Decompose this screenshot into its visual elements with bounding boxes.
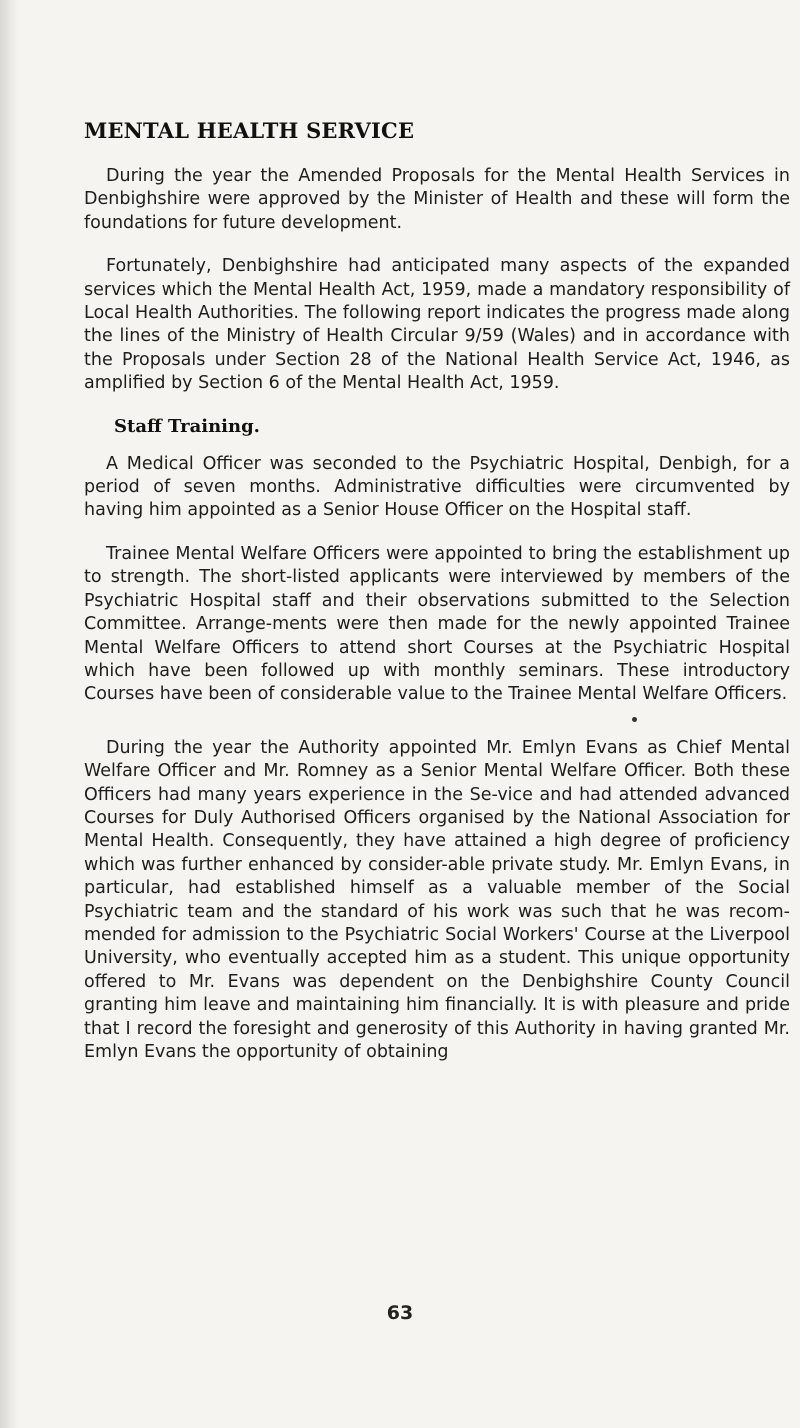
paragraph-anticipated-services: Fortunately, Denbighshire had anticipated many aspects of the expanded services which the Mental Health Act, 1959, made a mandatory responsibility of Local Health Authorities. The following report indicates the progress made along the lines of the Ministry of Health Circular 9/59 (Wales) and in accordance with the Proposals under Section 28 of the National Health Service Act, 1946, as amplified by Section 6 of the Mental Health Act, 1959. [84, 256, 790, 394]
paragraph-chief-officer: During the year the Authority appointed Mr. Emlyn Evans as Chief Mental Welfare Officer and Mr. Romney as a Senior Mental Welfare Officer. Both these Officers had many years experience in the Se-vice and had attended advanced Courses for Duly Authorised Officers organised by the National Association for Mental Health. Consequently, they have attained a high degree of proficiency which was further enhanced by consider-able private study. Mr. Emlyn Evans, in particular, had established himself as a valuable member of the Social Psychiatric team and the standard of his work was such that he was recom-mended for admission to the Psychiatric Social Workers' Course at the Liverpool University, who eventually accepted him as a student. This unique opportunity offered to Mr. Evans was dependent on the Denbighshire County Council granting him leave and maintaining him financially. It is with pleasure and pride that I record the foresight and generosity of this Authority in having granted Mr. Emlyn Evans the opportunity of obtaining [84, 737, 790, 1062]
page-content [84, 118, 790, 1084]
paragraph-amended-proposals: During the year the Amended Proposals for the Mental Health Services in Denbighshire were approved by the Minister of Health and these will form the foundations for future development. [84, 166, 790, 233]
section-heading: MENTAL HEALTH SERVICE [84, 118, 415, 143]
paragraph-trainee-officers: Trainee Mental Welfare Officers were appointed to bring the establishment up to strength. The short-listed applicants were interviewed by members of the Psychiatric Hospital staff and their observations submitted to the Selection Committee. Arrange-ments were then made for the newly appointed Trainee Mental Welfare Officers to attend short Courses at the Psychiatric Hospital which have been followed up with monthly seminars. These introductory Courses have been of considerable value to the Trainee Mental Welfare Officers. [84, 543, 790, 705]
stray-mark [84, 717, 790, 727]
page-number: 63 [386, 1302, 414, 1324]
subheading-staff-training: Staff Training. [114, 415, 260, 437]
page-edge-shadow [0, 0, 18, 1428]
paragraph-medical-officer: A Medical Officer was seconded to the Psychiatric Hospital, Denbigh, for a period of seven months. Administrative difficulties were circumvented by having him appointed as a Senior House Officer on the Hospital staff. [84, 453, 790, 521]
